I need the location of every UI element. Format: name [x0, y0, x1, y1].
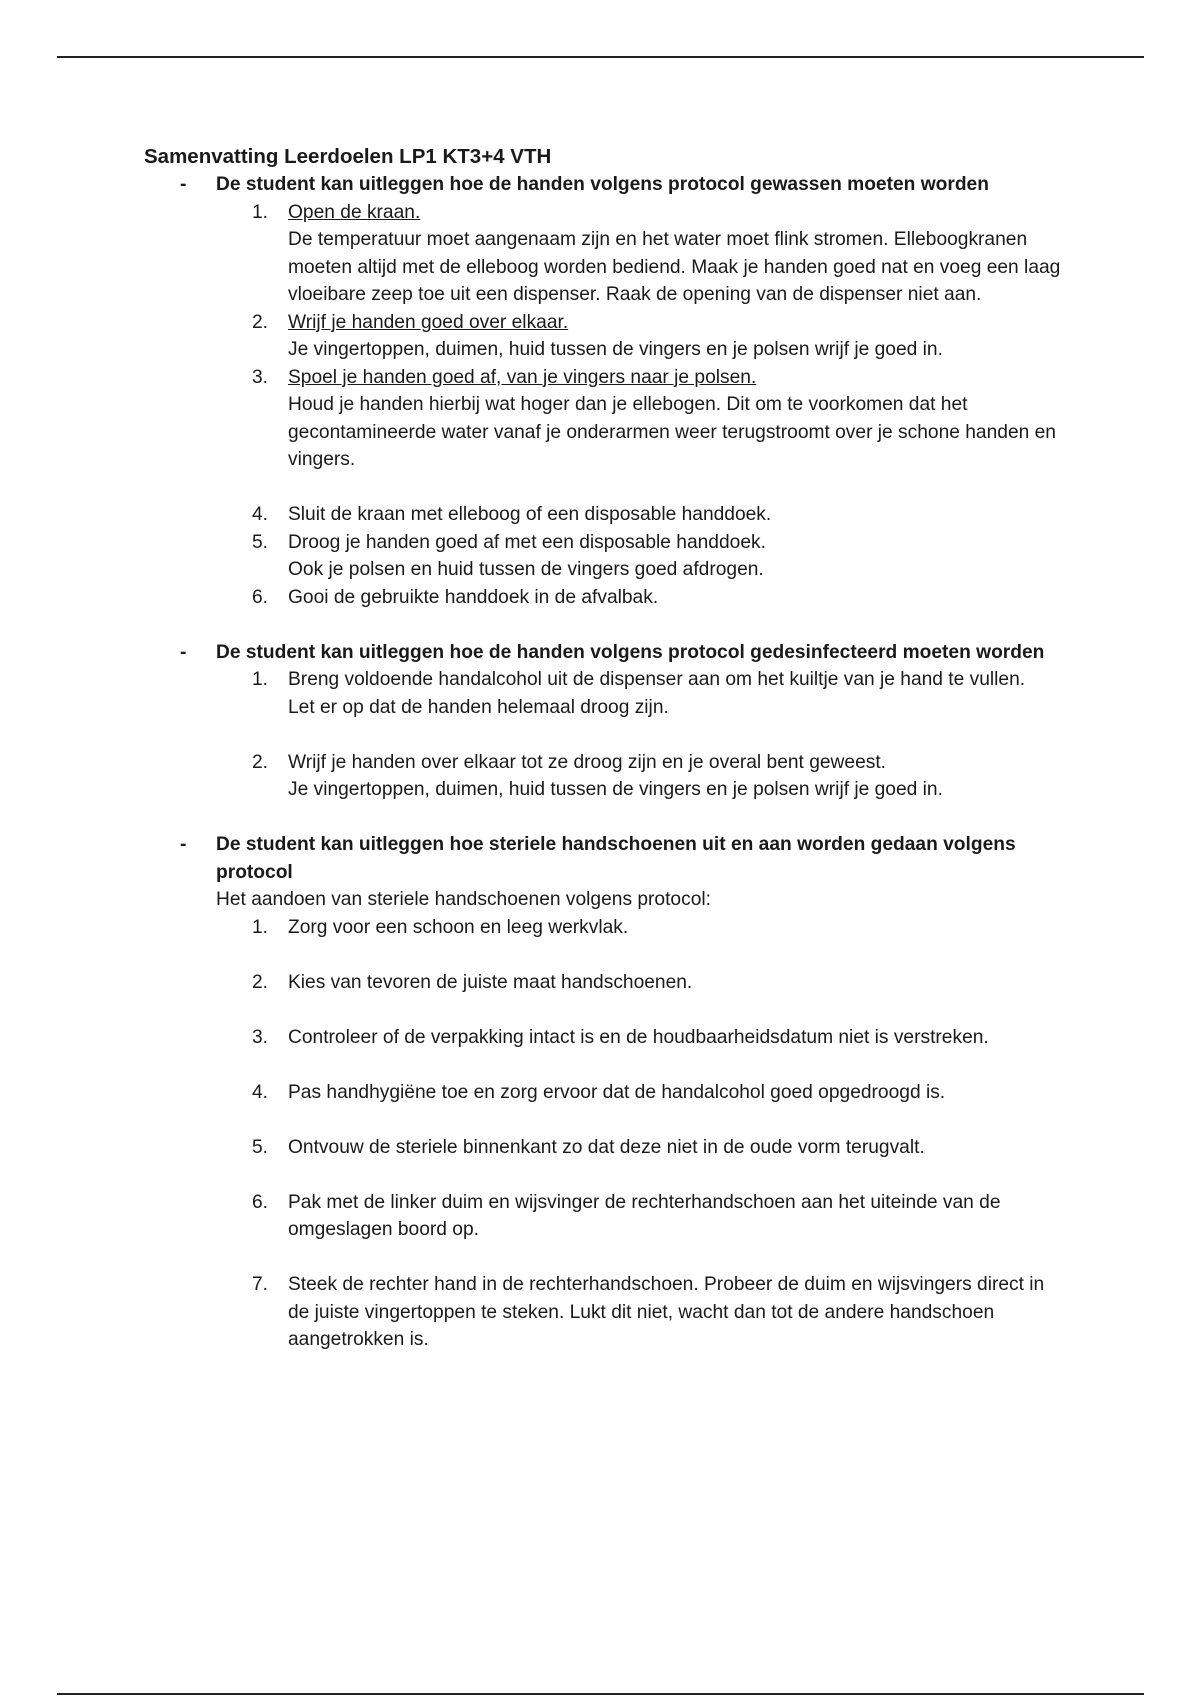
step-number: 1. — [252, 916, 269, 938]
step-text: Pak met de linker duim en wijsvinger de rechterhandschoen aan het uiteinde van de omgeslagen boord op. — [288, 1191, 1001, 1240]
step-number: 6. — [252, 586, 269, 608]
list-item — [216, 1271, 1064, 1354]
step-title: Open de kraan. — [288, 201, 421, 223]
list-item — [216, 1134, 1064, 1162]
bullet-dash: - — [180, 174, 187, 195]
step-number: 2. — [252, 751, 269, 773]
step-number: 4. — [252, 504, 269, 525]
step-number: 2. — [252, 971, 269, 993]
section-heading: De student kan uitleggen hoe steriele handschoenen uit en aan worden gedaan volgens protocol — [216, 834, 1016, 883]
step-text: Zorg voor een schoon en leeg werkvlak. — [288, 916, 629, 938]
header-rule — [57, 56, 1144, 58]
step-text: Controleer of de verpakking intact is en de houdbaarheidsdatum niet is verstreken. — [288, 1026, 989, 1048]
step-text: Steek de rechter hand in de rechterhandschoen. Probeer de duim en wijsvingers direct in de juiste vingertoppen te steken. Lukt dit niet, wacht dan tot de andere handschoen aangetrokken is. — [288, 1274, 1045, 1350]
step-number: 1. — [252, 201, 269, 223]
list-item — [216, 1024, 1064, 1052]
step-title: Spoel je handen goed af, van je vingers naar je polsen. — [288, 366, 757, 388]
list-item — [216, 501, 1064, 529]
list-item — [216, 309, 1064, 364]
step-number: 3. — [252, 1026, 269, 1048]
list-item — [216, 1079, 1064, 1107]
step-number: 4. — [252, 1081, 269, 1103]
section-intro: Het aandoen van steriele handschoenen volgens protocol: — [216, 889, 711, 910]
step-text: Sluit de kraan met elleboog of een disposable handdoek. — [288, 504, 772, 525]
list-item — [216, 1189, 1064, 1244]
step-list — [216, 914, 1064, 1354]
list-item — [216, 364, 1064, 474]
list-item — [216, 529, 1064, 584]
page-title: Samenvatting Leerdoelen LP1 KT3+4 VTH — [144, 145, 552, 168]
step-body: De temperatuur moet aangenaam zijn en het water moet flink stromen. Elleboogkranen moeten altijd met de elleboog worden bediend. Maak je handen goed nat en voeg een laag vloeibare zeep toe uit een dispenser. Raak de opening van de dispenser niet aan. — [288, 229, 1061, 305]
step-number: 2. — [252, 311, 269, 333]
step-body: Let er op dat de handen helemaal droog zijn. — [288, 696, 669, 718]
list-item — [216, 969, 1064, 997]
list-item — [216, 749, 1064, 804]
list-item — [216, 199, 1064, 309]
bullet-dash: - — [180, 641, 187, 663]
section-heading: De student kan uitleggen hoe de handen volgens protocol gewassen moeten worden — [216, 174, 989, 195]
step-number: 5. — [252, 531, 269, 553]
bullet-dash: - — [180, 834, 187, 855]
section-sterile-gloves — [144, 831, 1064, 1354]
step-text: Kies van tevoren de juiste maat handschoenen. — [288, 971, 693, 993]
step-text: Breng voldoende handalcohol uit de dispenser aan om het kuiltje van je hand te vullen. — [288, 669, 1026, 690]
list-item — [216, 914, 1064, 942]
step-number: 1. — [252, 669, 269, 690]
document-body — [144, 143, 1064, 1354]
step-text: Droog je handen goed af met een disposable handdoek. — [288, 531, 766, 553]
list-item — [216, 666, 1064, 721]
step-number: 7. — [252, 1274, 269, 1295]
step-body: Ook je polsen en huid tussen de vingers goed afdrogen. — [288, 559, 764, 580]
step-number: 6. — [252, 1191, 269, 1213]
step-title: Wrijf je handen goed over elkaar. — [288, 311, 569, 333]
step-number: 3. — [252, 366, 269, 388]
section-heading: De student kan uitleggen hoe de handen volgens protocol gedesinfecteerd moeten worden — [216, 641, 1045, 663]
step-text: Wrijf je handen over elkaar tot ze droog zijn en je overal bent geweest. — [288, 751, 886, 773]
section-disinfection — [144, 639, 1064, 804]
step-number: 5. — [252, 1136, 269, 1158]
step-body: Houd je handen hierbij wat hoger dan je ellebogen. Dit om te voorkomen dat het gecontamineerde water vanaf je onderarmen weer terugstroomt over je schone handen en vingers. — [288, 394, 1056, 470]
footer-rule — [57, 1693, 1144, 1695]
step-text: Pas handhygiëne toe en zorg ervoor dat de handalcohol goed opgedroogd is. — [288, 1081, 946, 1103]
step-text: Ontvouw de steriele binnenkant zo dat deze niet in de oude vorm terugvalt. — [288, 1136, 925, 1158]
step-body: Je vingertoppen, duimen, huid tussen de vingers en je polsen wrijf je goed in. — [288, 779, 943, 800]
step-list — [216, 199, 1064, 612]
step-body: Je vingertoppen, duimen, huid tussen de vingers en je polsen wrijf je goed in. — [288, 339, 943, 360]
section-handwashing — [144, 171, 1064, 611]
step-list — [216, 666, 1064, 804]
list-item — [216, 584, 1064, 612]
step-text: Gooi de gebruikte handdoek in de afvalbak. — [288, 586, 659, 608]
